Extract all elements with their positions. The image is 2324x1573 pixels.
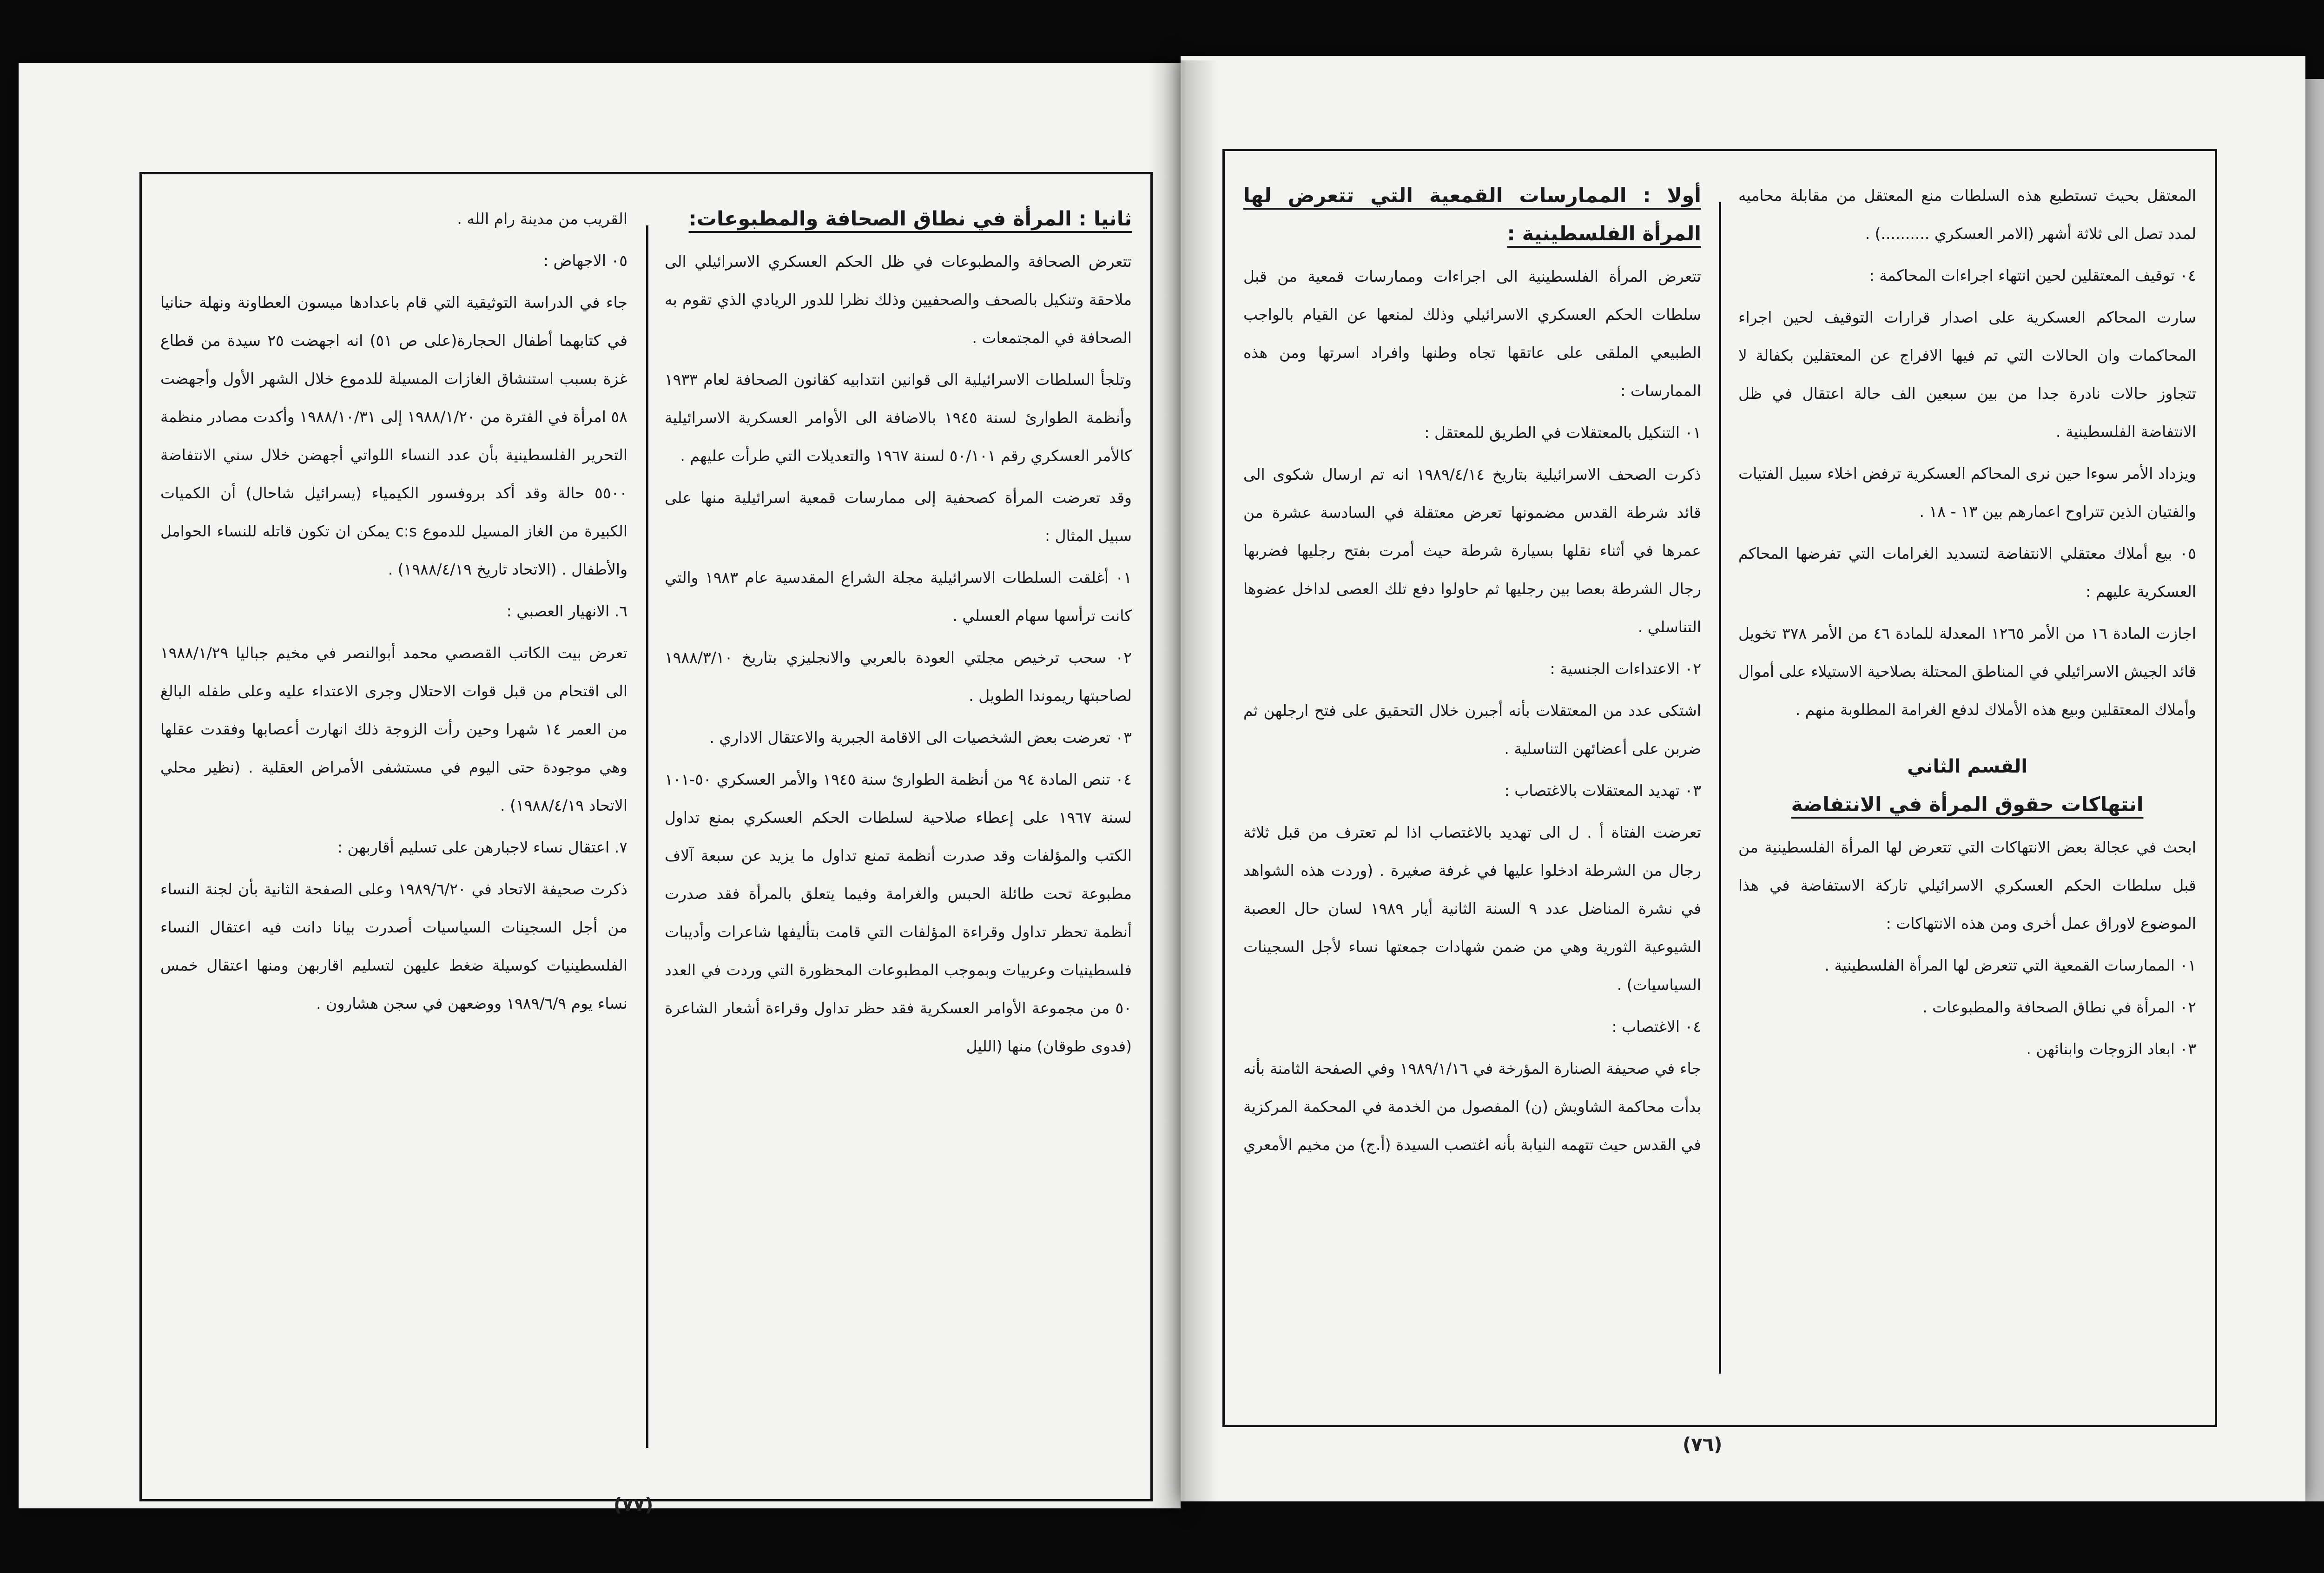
paragraph: ٠٢ المرأة في نطاق الصحافة والمطبوعات . [1922,998,2196,1016]
right-page-right-column [1720,151,2215,1425]
paragraph: ٠١ التنكيل بالمعتقلات في الطريق للمعتقل : [1424,423,1701,442]
right-page-left-column [1225,151,1720,1425]
paragraph: ٠١ الممارسات القمعية التي تتعرض لها المرأة الفلسطينية . [1824,956,2196,974]
part-subheading: القسم الثاني [1907,756,2028,777]
paragraph: ٠١ أغلقت السلطات الاسرائيلية مجلة الشراع المقدسية عام ١٩٨٣ والتي كانت ترأسها سهام العسلي . [665,568,1132,625]
right-page [1181,56,2305,1501]
left-page-frame [139,172,1153,1501]
paragraph: ٠٣ تعرضت بعض الشخصيات الى الاقامة الجبرية والاعتقال الاداري . [709,728,1132,747]
paragraph: القريب من مدينة رام الله . [457,210,627,228]
paragraph: تعرضت الفتاة أ . ل الى تهديد بالاغتصاب اذا لم تعترف من قبل ثلاثة رجال من الشرطة ادخلوا عليها في غرفة صغيرة . (وردت هذه الشواهد في نشرة المناضل عدد ٩ السنة الثانية أيار ١٩٨٩ لسان حال العصبة الشيوعية الثورية وهي من ضمن شهادات جمعتها نساء لأجل السجينات السياسيات) . [1243,823,1702,994]
paragraph: ٠٤ تنص المادة ٩٤ من أنظمة الطوارئ سنة ١٩٤٥ والأمر العسكري ٥٠-١٠١ لسنة ١٩٦٧ على إعطاء صلاحية لسلطات الحكم العسكري بمنع تداول الكتب والمؤلفات وقد صدرت أنظمة تمنع تداول ما يزيد عن سبعة آلاف مطبوعة تحت طائلة الحبس والغرامة وفيما يتعلق بالمرأة فقد صدرت أنظمة تحظر تداول وقراءة المؤلفات التي قامت بتأليفها شاعرات وأديبات فلسطينيات وعربيات وبموجب المطبوعات المحظورة التي وردت في العدد ٥٠ من مجموعة الأوامر العسكرية فقد حظر تداول وقراءة أشعار الشاعرة (فدوى طوقان) منها (الليل [665,770,1132,1055]
section-heading: ثانيا : المرأة في نطاق الصحافة والمطبوعات: [688,207,1132,231]
paragraph: ٠٣ تهديد المعتقلات بالاغتصاب : [1504,781,1701,800]
left-page-right-column [646,174,1150,1499]
paragraph: اشتكى عدد من المعتقلات بأنه أجبرن خلال التحقيق على فتح ارجلهن ثم ضربن على أعضائهن التناسلية . [1243,701,1701,758]
paragraph: ذكرت صحيفة الاتحاد في ١٩٨٩/٦/٢٠ وعلى الصفحة الثانية بأن لجنة النساء من أجل السجينات السياسيات أصدرت بيانا دانت فيه اعتقال النساء الفلسطينيات كوسيلة ضغط عليهن لتسليم اقاربهن ومنها اعتقال خمس نساء يوم ١٩٨٩/٦/٩ ووضعهن في سجن هشارون . [160,880,627,1012]
left-page-left-column [142,174,646,1499]
left-page [19,63,1181,1516]
paragraph: ٧. اعتقال نساء لاجبارهن على تسليم أقاربهن : [337,838,627,856]
paragraph: ويزداد الأمر سوءا حين نرى المحاكم العسكرية ترفض اخلاء سبيل الفتيات والفتيان الذين تتراوح اعمارهم بين ١٣ - ١٨ . [1738,464,2196,521]
paragraph: اجازت المادة ١٦ من الأمر ١٢٦٥ المعدلة للمادة ٤٦ من الأمر ٣٧٨ تخويل قائد الجيش الاسرائيلي في المناطق المحتلة بصلاحية الاستيلاء على أموال وأملاك المعتقلين وبيع هذه الأملاك لدفع الغرامة المطلوبة منهم . [1738,624,2197,719]
paragraph: ٠٥ الاجهاض : [543,251,627,270]
page-number: (٧٧) [614,1494,654,1516]
paragraph: ٠٤ توقيف المعتقلين لحين انتهاء اجراءات المحاكمة : [1869,266,2196,284]
page-number: (٧٦) [1683,1434,1723,1455]
paragraph: تعرض بيت الكاتب القصصي محمد أبوالنصر في مخيم جباليا ١٩٨٨/١/٢٩ الى اقتحام من قبل قوات الاحتلال وجرى الاعتداء عليه وعلى طفله البالغ من العمر ١٤ شهرا وحين رأت الزوجة ذلك انهارت أعصابها وفقدت عقلها وهي موجودة حتى اليوم في مستشفى الأمراض العقلية . (نظير محلي الاتحاد ١٩٨٨/٤/١٩) . [160,644,627,814]
paragraph: ٠٣ ابعاد الزوجات وابنائهن . [2026,1040,2196,1058]
paragraph: ٠٢ سحب ترخيص مجلتي العودة بالعربي والانجليزي بتاريخ ١٩٨٨/٣/١٠ لصاحبتها ريموندا الطويل . [665,648,1132,705]
paragraph: المعتقل بحيث تستطيع هذه السلطات منع المعتقل من مقابلة محاميه لمدد تصل الى ثلاثة أشهر (الامر العسكري ..........) . [1738,186,2196,243]
paragraph: جاء في الدراسة التوثيقية التي قام باعدادها ميسون العطاونة ونهلة حنانيا في كتابهما أطفال الحجارة(على ص ٥١) انه اجهضت ٢٥ سيدة من قطاع غزة بسبب استنشاق الغازات المسيلة للدموع خلال الشهر الأول وأجهضت ٥٨ امرأة في الفترة من ١٩٨٨/١/٢٠ إلى ١٩٨٨/١٠/٣١ وأكدت مصادر منظمة التحرير الفلسطينية بأن عدد النساء اللواتي أجهضن خلال سني الانتفاضة ٥٥٠٠ حالة وقد أكد بروفسور الكيمياء (يسرائيل شاحال) أن الكميات الكبيرة من الغاز المسيل للدموع c:s يمكن ان تكون قاتله للنساء الحوامل والأطفال . (الاتحاد تاريخ ١٩٨٨/٤/١٩) . [160,293,628,578]
paragraph: ذكرت الصحف الاسرائيلية بتاريخ ١٩٨٩/٤/١٤ انه تم ارسال شكوى الى قائد شرطة القدس مضمونها تعرض معتقلة في السادسة عشرة من عمرها في أثناء نقلها بسيارة شرطة حيث أمرت بفتح رجليها فضربها رجال الشرطة بعصا بين رجليها ثم حاولوا دفع تلك العصى لداخل عضوها التناسلي . [1243,465,1701,636]
paragraph: تتعرض المرأة الفلسطينية الى اجراءات وممارسات قمعية من قبل سلطات الحكم العسكري الاسرائيلي وذلك لمنعها عن القيام بالواجب الطبيعي الملقى على عاتقها تجاه وطنها وافراد اسرتها ومن هذه الممارسات : [1243,267,1701,400]
column-divider [646,225,648,1448]
paragraph: ابحث في عجالة بعض الانتهاكات التي تتعرض لها المرأة الفلسطينية من قبل سلطات الحكم العسكري الاسرائيلي تاركة الاستفاضة في هذا الموضوع لاوراق عمل أخرى ومن هذه الانتهاكات : [1738,838,2196,932]
paragraph: ٠٢ الاعتداءات الجنسية : [1550,660,1701,678]
paragraph: وتلجأ السلطات الاسرائيلية الى قوانين انتدابيه كقانون الصحافة لعام ١٩٣٣ وأنظمة الطوارئ لسنة ١٩٤٥ بالاضافة الى الأوامر العسكرية الاسرائيلية كالأمر العسكري رقم ٥٠/١٠١ لسنة ١٩٦٧ والتعديلات التي طرأت عليهم . [665,370,1132,465]
paragraph: جاء في صحيفة الصنارة المؤرخة في ١٩٨٩/١/١٦ وفي الصفحة الثامنة بأنه بدأت محاكمة الشاويش (ن) المفصول من الخدمة في المحكمة المركزية في القدس حيث تتهمه النيابة بأنه اغتصب السيدة (أ.ج) من مخيم الأمعري [1243,1059,1702,1154]
right-page-frame [1222,149,2217,1427]
paragraph: وقد تعرضت المرأة كصحفية إلى ممارسات قمعية اسرائيلية منها على سبيل المثال : [665,489,1132,545]
paragraph: سارت المحاكم العسكرية على اصدار قرارات التوقيف لحين اجراء المحاكمات وان الحالات التي تم فيها الافراج عن المعتقلين بكفالة لا تتجاوز حالات نادرة جدا من بين سبعين الف حالة اعتقال في ظل الانتفاضة الفلسطينية . [1738,308,2196,441]
section-heading: أولا : الممارسات القمعية التي تتعرض لها المرأة الفلسطينية : [1243,184,1701,245]
paragraph: ٠٥ بيع أملاك معتقلي الانتفاضة لتسديد الغرامات التي تفرضها المحاكم العسكرية عليهم : [1738,544,2196,601]
paragraph: تتعرض الصحافة والمطبوعات في ظل الحكم العسكري الاسرائيلي الى ملاحقة وتنكيل بالصحف والصحفيين وذلك نظرا للدور الريادي الذي تقوم به الصحافة في المجتمعات . [665,252,1132,347]
paragraph: ٦. الانهيار العصبي : [506,602,627,620]
book-gutter-shadow [1148,60,1218,1511]
section-heading: انتهاكات حقوق المرأة في الانتفاضة [1791,793,2144,816]
paragraph: ٠٤ الاغتصاب : [1611,1018,1701,1036]
